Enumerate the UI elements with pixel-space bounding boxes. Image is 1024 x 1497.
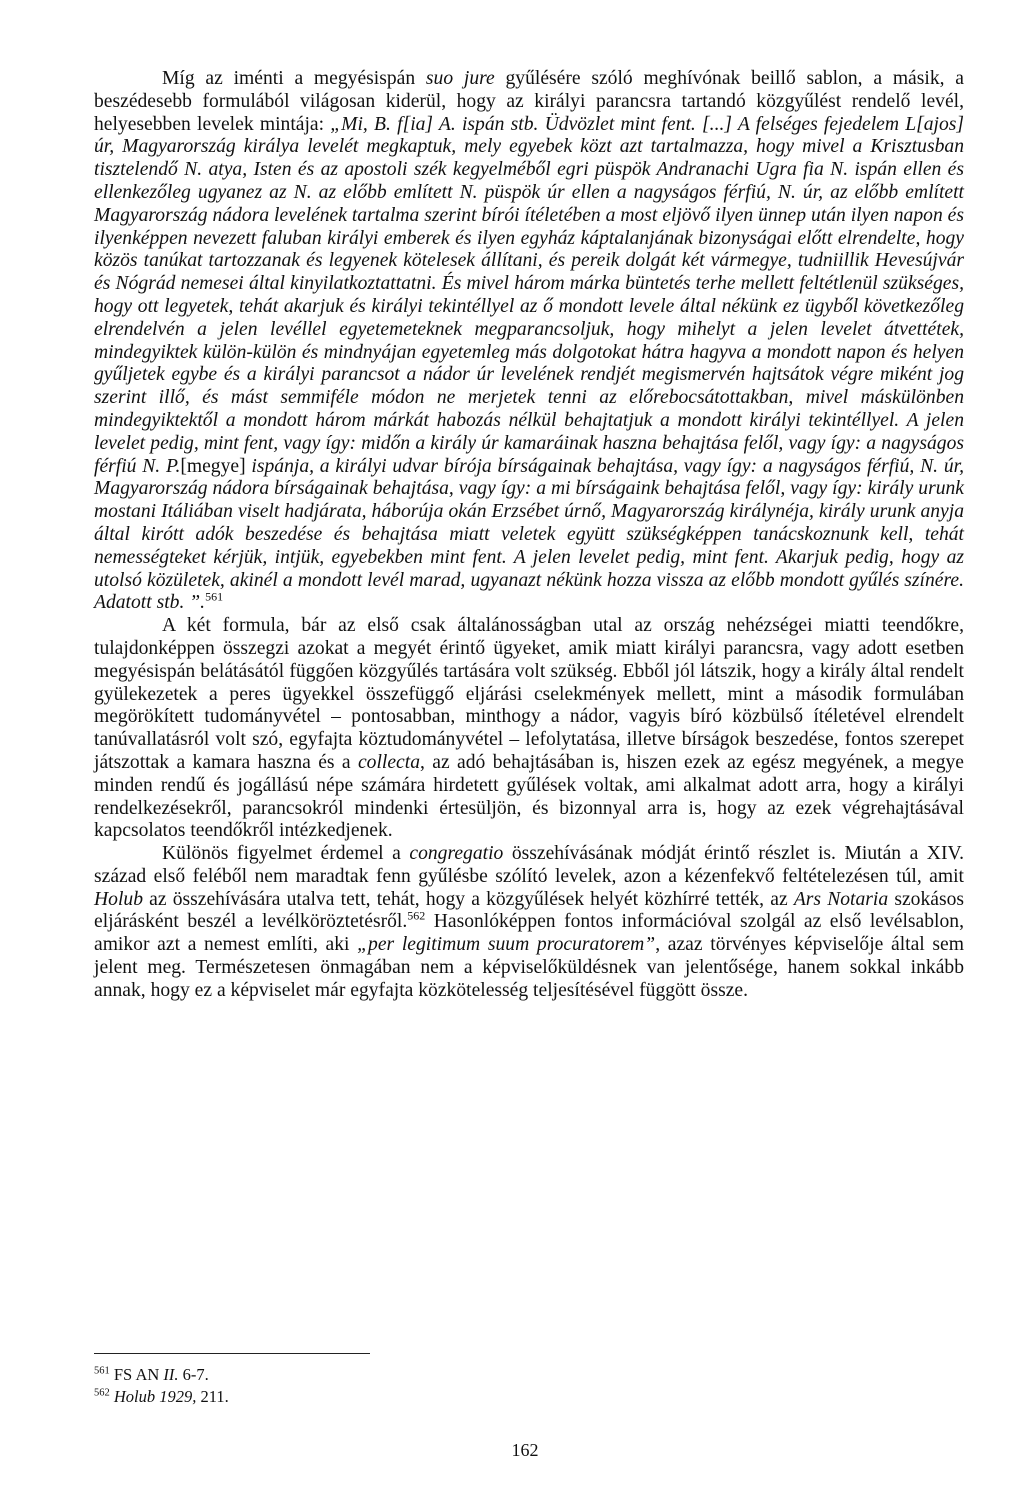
text-run: 6-7. — [178, 1365, 209, 1384]
footnotes — [94, 1364, 964, 1408]
footnote-ref[interactable]: 561 — [205, 589, 224, 604]
text-run: az összehívására utalva tett, tehát, hogy a közgyűlések helyét közhírré tették, az — [142, 888, 794, 910]
text-run: A két formula, bár az első csak általánosságban utal az ország nehézségei miatti teendőkre, tulajdonképpen összegzi azokat a megyét érintő ügyeket, amik miatt királyi parancsra, vagy adott esetben megyésispán belátásától függően közgyűlés tartására volt szükség. Ebből jól látszik, hogy a király által rendelt gyülekezetek a peres ügyekkel összefüggő eljárási cselekmények mellett, mint a második formulában megörökített tudományvétel – pontosabban, minthogy a nádor, vagyis bíró közbülső ítéletével elrendelt tanúvallatásról volt szó, egyfajta köztudományvétel – lefolytatása, illetve bírságok beszedése, fontos szerepet játszottak a kamara haszna és a — [94, 615, 964, 773]
footnote-ref[interactable]: 562 — [407, 908, 426, 923]
text-run: gyűlésére szóló meghívónak beillő sablon, a másik, a beszédesebb formulából világosan kiderül, hogy az királyi parancsra tartandó közgyűlést rendelő levél, helyesebben levelek mintája: — [94, 68, 964, 135]
italic-run: Holub — [94, 888, 143, 910]
text-run: Hasonlóképpen fontos információval szolgál az első levélsablon, amikor azt a nemest említi, aki — [94, 911, 964, 956]
italic-run: „Mi, B. f[ia] A. ispán stb. Üdvözlet mint fent. [...] A felséges fejedelem L[ajos] úr, Magyarország királya levelét megkaptuk, mely egyebek közt azt tartalmazza, hogy mivel a Krisztusban tisztelendő N. atya, Isten és az apostoli szék kegyelméből egri püspök Andranachi Ugra fia N. ispán ellen és ellenkezőleg ugyanez az N. az előbb említett N. püspök úr ellen a nagyságos férfiú, N. úr, az előbb említett Magyarország nádora levelének tartalma szerint bírói ítéletében a most eljövő ilyen ünnep után ilyen napon és ilyenképpen nevezett faluban királyi emberek és ilyen egyház káptalanjának bizonyságai előtt elrendelte, hogy közös tanúkat tartozzanak és legyenek kötelesek állítani, és pereik dolgát két vármegye, tudniillik Hevesújvár és Nógrád nemesei által kinyilatkoztattatni. És mivel három márka büntetés terhe mellett feltétlenül szükséges, hogy ott legyetek, tehát akarjuk és királyi tekintéllyel az ő mondott levele által nékünk ez ügyből következőleg elrendelvén a jelen levéllel egyetemeteknek megparancsoljuk, hogy mihelyt a jelen levelet átvettétek, mindegyiktek külön-külön és mindnyájan egyetemleg más dolgotokat hátra hagyva a mondott napon és helyen gyűljetek egybe és a királyi parancsot a nádor úr levelének rendjét megismervén hajtsátok végre miként jog szerint illő, és mást semmiféle módon ne merjetek tenni az előrebocsátottakban, mivel máskülönben mindegyiktektől a mondott három márkát habozás nélkül behajtatjuk a mondott királyi tekintéllyel. A jelen levelet pedig, mint fent, vagy így: midőn a király úr kamaráinak haszna behajtása felől, vagy így: a nagyságos férfiú N. P. — [94, 113, 965, 477]
text-run: [megye] — [180, 455, 246, 477]
text-run: Míg az iménti a megyésispán — [162, 68, 426, 89]
footnote-number: 562 — [94, 1387, 110, 1399]
italic-run: congregatio — [409, 843, 504, 865]
text-run: 211. — [196, 1387, 229, 1406]
paragraph-1 — [94, 68, 964, 615]
footnote-number: 561 — [94, 1365, 110, 1377]
italic-run: Ars Notaria — [793, 888, 889, 910]
footnote-561 — [94, 1364, 964, 1386]
italic-run: Holub 1929, — [113, 1387, 197, 1406]
italic-run: „per legitimum suum procuratorem” — [357, 934, 656, 956]
italic-run: collecta — [357, 751, 420, 773]
text-run: , azaz törvényes képviselője által sem jelent meg. Természetesen önmagában nem a képviselőküldésnek van jelentősége, hanem sokkal inkább annak, hogy ez a képviselet már egyfajta közkötelesség teljesítésével függött össze. — [94, 934, 964, 1001]
paragraph-3 — [94, 843, 964, 1003]
italic-run: II. — [163, 1365, 179, 1384]
footnote-562 — [94, 1386, 964, 1408]
page-number: 162 — [511, 1440, 539, 1460]
text-run: összehívásának módját érintő részlet is. Miután a XIV. század első feléből nem maradtak fenn gyűlésbe szólító levelek, azon a kézenfekvő feltételezésen túl, amit — [94, 843, 964, 887]
footnote-separator — [94, 1353, 370, 1354]
text-run: Különös figyelmet érdemel a — [162, 843, 410, 865]
text-run: FS AN — [109, 1365, 164, 1384]
paragraph-2 — [94, 615, 964, 843]
body-text — [94, 68, 964, 1003]
text-run: , az adó behajtásában is, hiszen ezek az egész megyének, a megye minden rendű és jogállású népe számára hirdetett gyűlések voltak, ami alkalmat adott arra, hogy a királyi rendelkezésekről, parancsokról mindenki értesüljön, és bizonnyal arra is, hogy az ezek végrehajtásával kapcsolatos teendőkről intézkedjenek. — [94, 751, 964, 842]
text-run: szokásos eljárásként beszél a levélköröztetésről. — [94, 888, 964, 933]
italic-run: suo jure — [425, 68, 495, 89]
italic-run: ispánja, a királyi udvar bírója bírságainak behajtása, vagy így: a nagyságos férfiú, N. úr, Magyarország nádora bírságainak behajtása, vagy így: a mi bírságaink behajtása felől, vagy így: király urunk mostani Itáliában viselt hadjárata, háborúja okán Erzsébet úrnő, Magyarország királynéja, király urunk anyja által kirótt adók beszedése és behajtása miatt veletek együtt szükségképpen tanácskoznunk kell, tehát nemességteket kérjük, intjük, egyebekben mint fent. A jelen levelet pedig, mint fent. Akarjuk pedig, hogy az utolsó közületek, akinél a mondott levél marad, ugyanazt nékünk hozza vissza az előbb mondott gyűlés színére. Adatott stb. ”. — [94, 455, 964, 614]
